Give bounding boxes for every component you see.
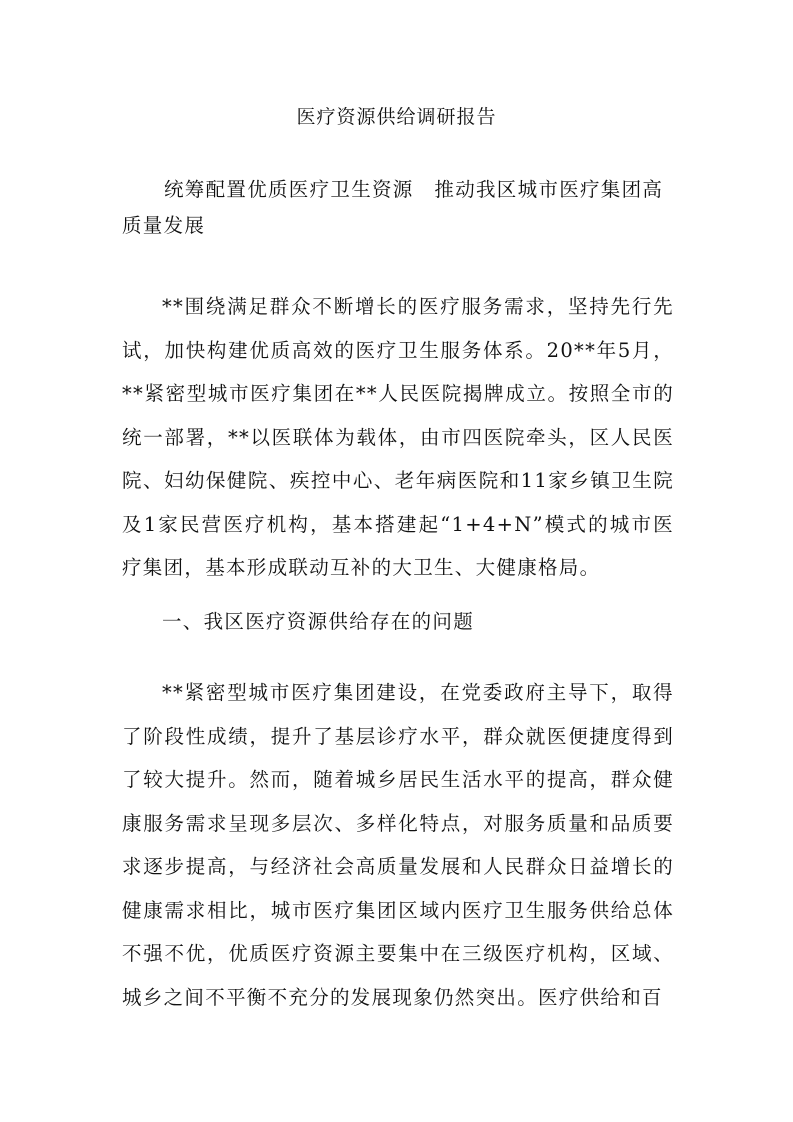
section-heading: 一、我区医疗资源供给存在的问题 [162,610,475,633]
document-subtitle: 统筹配置优质医疗卫生资源 推动我区城市医疗集团高质量发展 [122,178,664,237]
document-title: 医疗资源供给调研报告 [296,106,497,128]
paragraph-intro: **围绕满足群众不断增长的医疗服务需求，坚持先行先试，加快构建优质高效的医疗卫生服务体系。20**年5月，**紧密型城市医疗集团在**人民医院揭牌成立。按照全市的统一部署，**以医联体为载体，由市四医院牵头，区人民医院、妇幼保健院、疾控中心、老年病医院和11家乡镇卫生院及1家民营医疗机构，基本搭建起“1+4+N”模式的城市医疗集团，基本形成联动互补的大卫生、大健康格局。 [122,295,674,579]
paragraph-problems: **紧密型城市医疗集团建设，在党委政府主导下，取得了阶段性成绩，提升了基层诊疗水平，群众就医便捷度得到了较大提升。然而，随着城乡居民生活水平的提高，群众健康服务需求呈现多层次、多样化特点，对服务质量和品质要求逐步提高，与经济社会高质量发展和人民群众日益增长的健康需求相比，城市医疗集团区域内医疗卫生服务供给总体不强不优，优质医疗资源主要集中在三级医疗机构，区域、城乡之间不平衡不充分的发展现象仍然突出。医疗供给和百 [122,681,674,1009]
